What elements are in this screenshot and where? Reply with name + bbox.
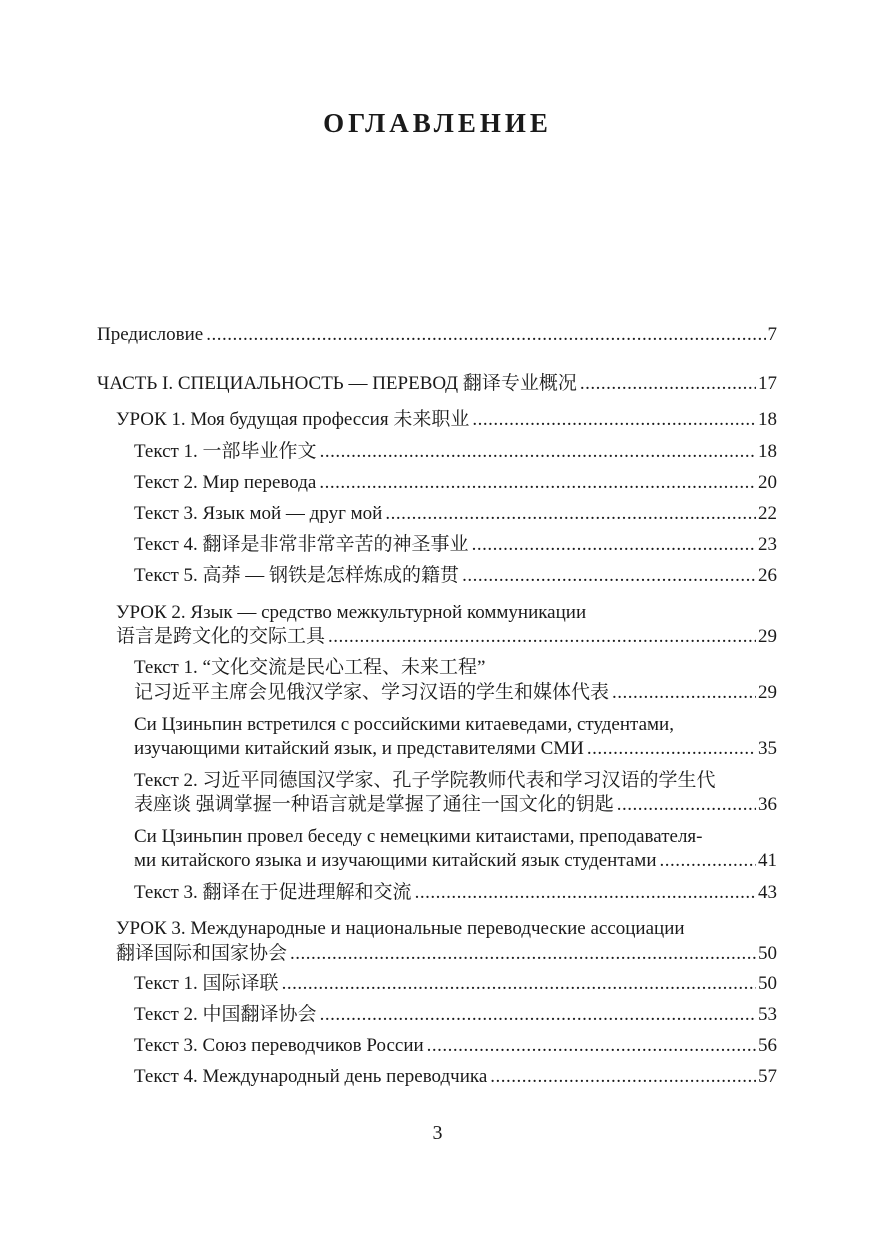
toc-entry-text: 翻译国际和国家协会 [116,943,288,964]
toc-entry-lesson-2[interactable] [116,622,777,652]
toc-page-number: 18 [758,409,777,430]
toc-entry-text: изучающими китайский язык, и представителями СМИ [134,738,584,759]
toc-entry-lesson-1-text-3[interactable] [134,499,777,529]
toc-entry-text: Текст 1. 国际译联 [134,973,279,994]
toc-entry-lesson-2-text-2-ru-heading[interactable]: Си Цзиньпин провел беседу с немецкими китаистами, преподавателя- [134,826,703,847]
toc-entry-text: Текст 1. 一部毕业作文 [134,441,317,462]
toc-page-number: 41 [758,850,777,871]
toc-entry-lesson-2-text-2-ru[interactable] [134,846,777,876]
toc-page-number: 53 [758,1004,777,1025]
dot-leader [328,622,756,652]
toc-entry-lesson-2-text-3[interactable] [134,878,777,908]
toc-page-number: 29 [758,626,777,647]
dot-leader [427,1031,756,1061]
toc-page-number: 23 [758,534,777,555]
toc-page-number: 29 [758,682,777,703]
dot-leader [490,1062,756,1092]
dot-leader [282,969,756,999]
dot-leader [472,530,756,560]
toc-entry-text: 记习近平主席会见俄汉学家、学习汉语的学生和媒体代表 [134,682,610,703]
toc-page-number: 57 [758,1066,777,1087]
toc-entry-text: ЧАСТЬ I. СПЕЦИАЛЬНОСТЬ — ПЕРЕВОД 翻译专业概况 [97,373,577,394]
toc-page-number: 7 [767,324,777,345]
toc-page-number: 43 [758,882,777,903]
dot-leader [660,846,757,876]
toc-entry-lesson-1-text-4[interactable] [134,530,777,560]
dot-leader [206,320,765,350]
toc-page-number: 17 [758,373,777,394]
toc-entry-lesson-3-text-2[interactable] [134,1000,777,1030]
page-number: 3 [432,1122,443,1144]
toc-entry-lesson-3-text-1[interactable] [134,969,777,999]
dot-leader [320,1000,756,1030]
toc-entry-text: ми китайского языка и изучающими китайский язык студентами [134,850,657,871]
dot-leader [472,405,756,435]
dot-leader [415,878,756,908]
toc-entry-lesson-2-text-1-heading[interactable]: Текст 1. “文化交流是民心工程、未来工程” [134,657,486,678]
toc-entry-text: Текст 2. Мир перевода [134,472,317,493]
dot-leader [617,790,756,820]
toc-entry-lesson-1-text-2[interactable] [134,468,777,498]
toc-entry-text: 语言是跨文化的交际工具 [116,626,326,647]
toc-entry-text: УРОК 1. Моя будущая профессия 未来职业 [116,409,470,430]
dot-leader [587,734,756,764]
dot-leader [462,561,756,591]
toc-entry-text: 表座谈 强调掌握一种语言就是掌握了通往一国文化的钥匙 [134,794,614,815]
toc-entry-lesson-2-heading[interactable]: УРОК 2. Язык — средство межкультурной коммуникации [116,602,587,623]
toc-entry-text: Предисловие [97,324,204,345]
dot-leader [580,369,756,399]
toc-page-number: 56 [758,1035,777,1056]
toc-entry-text: Текст 4. Международный день переводчика [134,1066,488,1087]
dot-leader [319,468,756,498]
toc-page-number: 22 [758,503,777,524]
toc-entry-preface[interactable] [97,320,777,350]
toc-entry-text: Текст 3. Союз переводчиков России [134,1035,424,1056]
toc-entry-lesson-1-text-5[interactable] [134,561,777,591]
toc-page-number: 35 [758,738,777,759]
toc-entry-text: Текст 4. 翻译是非常非常辛苦的神圣事业 [134,534,469,555]
toc-entry-lesson-3-text-4[interactable] [134,1062,777,1092]
toc-entry-text: Текст 3. 翻译在于促进理解和交流 [134,882,412,903]
toc-entry-lesson-1-text-1[interactable] [134,437,777,467]
toc-entry-part-1[interactable] [97,369,777,399]
toc-page-number: 18 [758,441,777,462]
toc-entry-lesson-3-heading[interactable]: УРОК 3. Международные и национальные переводческие ассоциации [116,918,685,939]
toc-entry-text: Текст 2. 中国翻译协会 [134,1004,317,1025]
toc-entry-lesson-3-text-3[interactable] [134,1031,777,1061]
toc-page-number: 26 [758,565,777,586]
toc-entry-lesson-1[interactable] [116,405,777,435]
toc-entry-lesson-3[interactable] [116,939,777,969]
dot-leader [385,499,756,529]
toc-entry-lesson-2-text-2[interactable] [134,790,777,820]
toc-page-number: 20 [758,472,777,493]
page-title: ОГЛАВЛЕНИЕ [323,108,552,138]
dot-leader [320,437,756,467]
toc-page-number: 50 [758,943,777,964]
toc-entry-lesson-2-text-2-heading[interactable]: Текст 2. 习近平同德国汉学家、孔子学院教师代表和学习汉语的学生代 [134,770,716,791]
toc-entry-lesson-2-text-1-ru-heading[interactable]: Си Цзиньпин встретился с российскими китаеведами, студентами, [134,714,674,735]
toc-entry-lesson-2-text-1[interactable] [134,678,777,708]
toc-page-number: 36 [758,794,777,815]
toc-entry-lesson-2-text-1-ru[interactable] [134,734,777,764]
toc-page-number: 50 [758,973,777,994]
toc-entry-text: Текст 5. 高莽 — 钢铁是怎样炼成的籍贯 [134,565,460,586]
dot-leader [612,678,756,708]
dot-leader [290,939,756,969]
toc-entry-text: Текст 3. Язык мой — друг мой [134,503,383,524]
